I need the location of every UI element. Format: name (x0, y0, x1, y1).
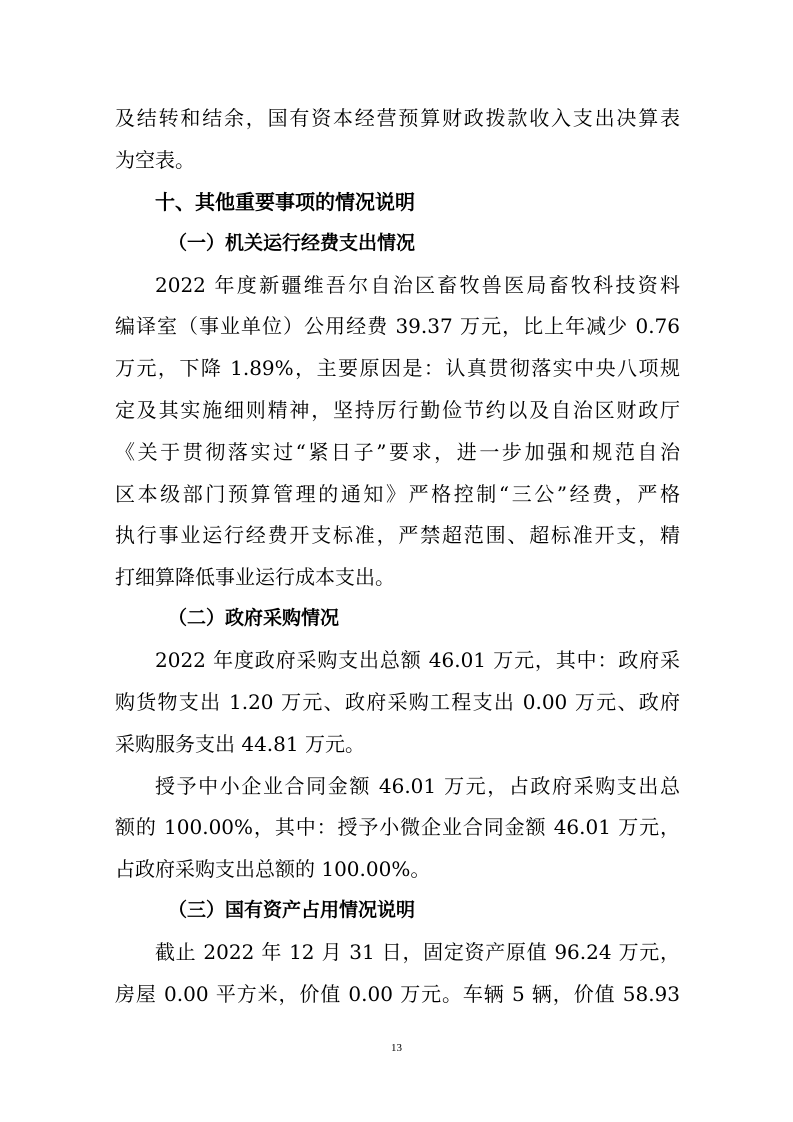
paragraph-line: 占政府采购支出总额的 100.00%。 (115, 859, 431, 881)
paragraph-line: 区本级部门预算管理的通知》严格控制“三公”经费，严格 (115, 484, 680, 506)
paragraph-line: 2022 年度新疆维吾尔自治区畜牧兽医局畜牧科技资料 (155, 275, 680, 297)
paragraph-line: 采购服务支出 44.81 万元。 (115, 734, 365, 756)
paragraph-line: 为空表。 (115, 150, 195, 172)
paragraph-line: 授予中小企业合同金额 46.01 万元，占政府采购支出总 (155, 776, 680, 798)
paragraph-line: 打细算降低事业运行成本支出。 (115, 567, 395, 589)
paragraph-line: 执行事业运行经费开支标准，严禁超范围、超标准开支，精 (115, 525, 680, 547)
subsection-heading: （一）机关运行经费支出情况 (168, 232, 416, 254)
subsection-heading: （二）政府采购情况 (168, 607, 340, 629)
page-number: 13 (391, 1042, 402, 1054)
paragraph-line: 截止 2022 年 12 月 31 日，固定资产原值 96.24 万元， (155, 942, 680, 964)
subsection-heading: （三）国有资产占用情况说明 (168, 899, 416, 921)
paragraph-line: 2022 年度政府采购支出总额 46.01 万元，其中：政府采 (155, 650, 680, 672)
paragraph-line: 定及其实施细则精神，坚持厉行勤俭节约以及自治区财政厅 (115, 400, 680, 422)
paragraph-line: 房屋 0.00 平方米，价值 0.00 万元。车辆 5 辆，价值 58.93 (115, 984, 680, 1006)
paragraph-line: 万元，下降 1.89%，主要原因是：认真贯彻落实中央八项规 (115, 358, 680, 380)
paragraph-line: 购货物支出 1.20 万元、政府采购工程支出 0.00 万元、政府 (115, 692, 680, 714)
paragraph-line: 额的 100.00%，其中：授予小微企业合同金额 46.01 万元， (115, 817, 680, 839)
paragraph-line: 编译室（事业单位）公用经费 39.37 万元，比上年减少 0.76 (115, 316, 680, 338)
paragraph-line: 《关于贯彻落实过“紧日子”要求，进一步加强和规范自治 (115, 442, 680, 464)
section-heading: 十、其他重要事项的情况说明 (155, 190, 415, 214)
paragraph-line: 及结转和结余，国有资本经营预算财政拨款收入支出决算表 (115, 108, 680, 130)
